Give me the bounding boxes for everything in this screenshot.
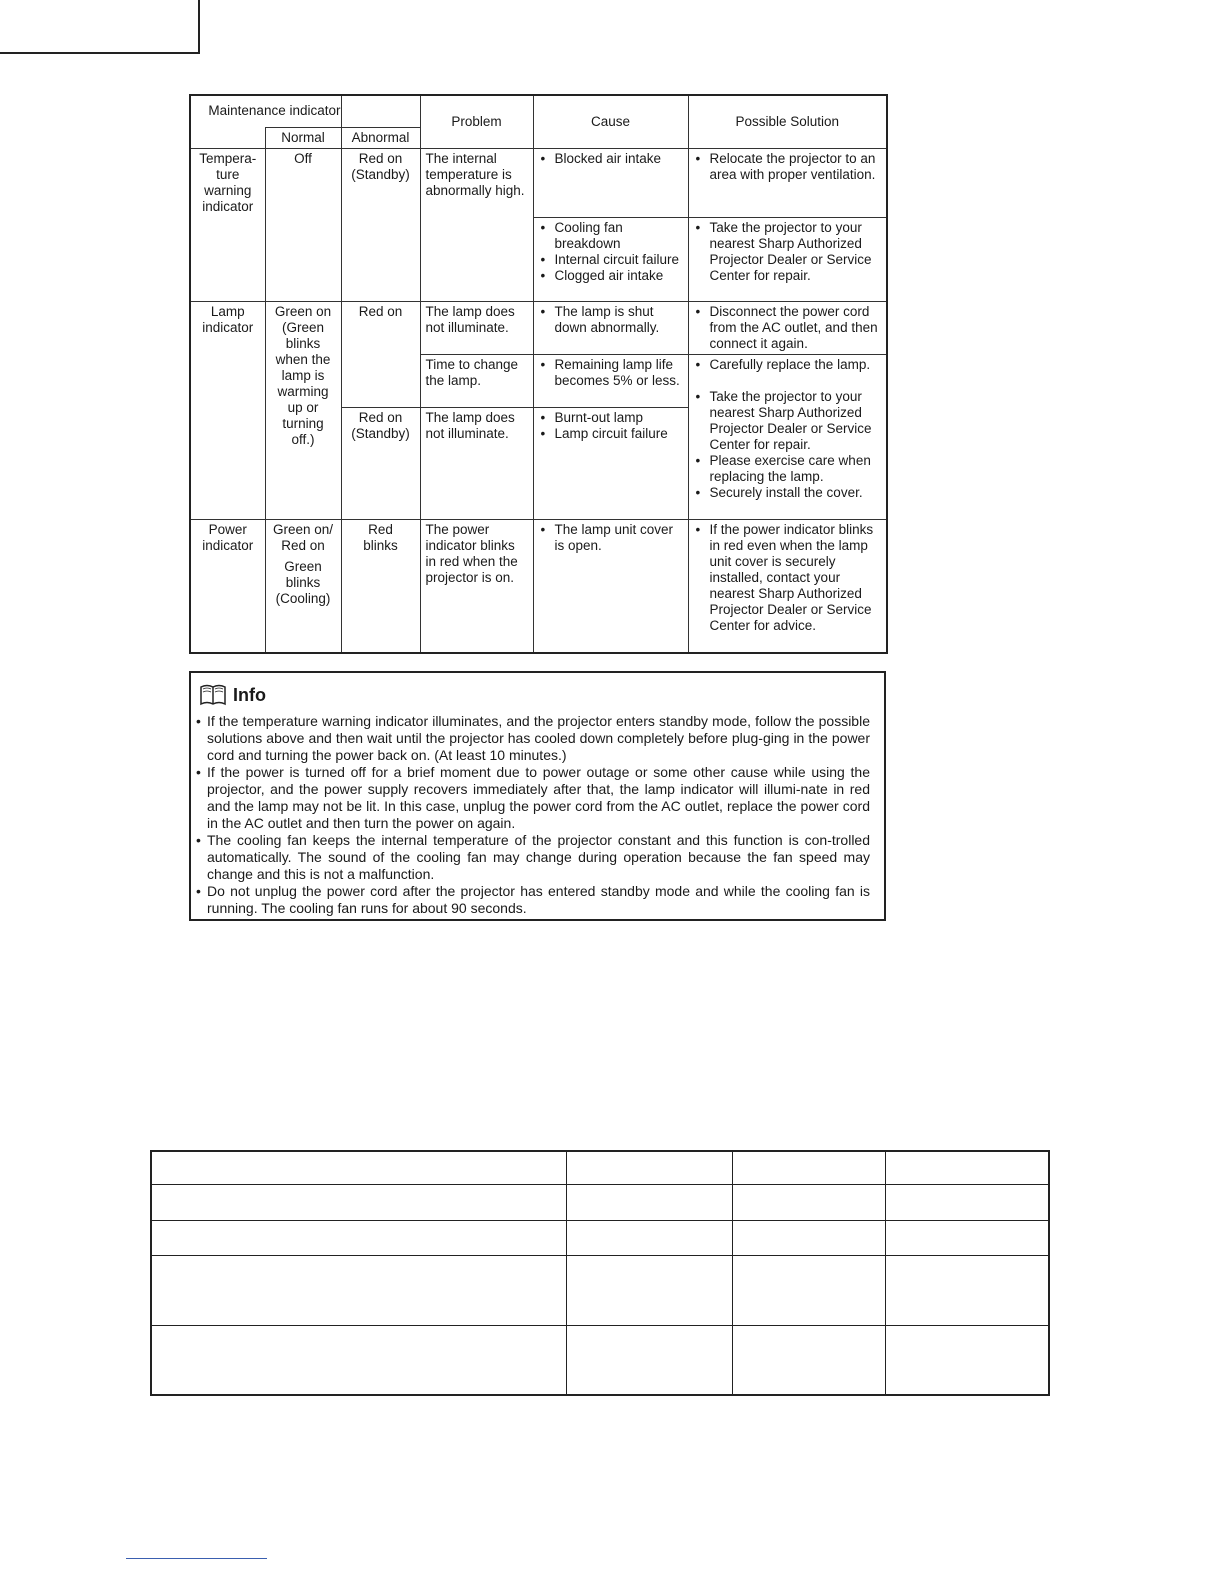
info-header xyxy=(199,681,870,709)
grid-cell xyxy=(151,1255,566,1325)
header-problem: Problem xyxy=(420,95,533,148)
temp-solution-2 xyxy=(688,217,887,301)
list-item: • If the temperature warning indicator illuminates, and the projector enters standby mode, follow the possible solutions above and then wait until the projector has cooled down completely before plug-ging in the power cord and turning the power back on. (At least 10 minutes.) xyxy=(195,713,870,764)
header-cause: Cause xyxy=(533,95,688,148)
list-item: • Blocked air intake xyxy=(539,151,683,167)
grid-cell xyxy=(566,1325,732,1395)
temp-cause-2 xyxy=(533,217,688,301)
power-problem: The power indicator blinks in red when the projector is on. xyxy=(420,520,533,653)
grid-cell xyxy=(732,1325,885,1395)
grid-cell xyxy=(566,1151,732,1184)
list-item: • The cooling fan keeps the internal temperature of the projector constant and this function is con-trolled automatically. The sound of the cooling fan may change during operation because the fan speed may change and this is not a malfunction. xyxy=(195,832,870,883)
list-item: • Do not unplug the power cord after the projector has entered standby mode and while the cooling fan is running. The cooling fan runs for about 90 seconds. xyxy=(195,883,870,917)
lamp-problem-1: The lamp does not illuminate. xyxy=(420,301,533,354)
list-item: • Take the projector to your nearest Sharp Authorized Projector Dealer or Service Center for repair. xyxy=(694,220,882,284)
book-icon xyxy=(199,683,227,707)
list-item: • Cooling fan breakdown xyxy=(539,220,683,252)
list-item: • Internal circuit failure xyxy=(539,252,683,268)
lamp-solution-2 xyxy=(688,354,887,519)
list-item: • Clogged air intake xyxy=(539,268,683,284)
grid-cell xyxy=(151,1220,566,1255)
grid-cell xyxy=(885,1184,1049,1220)
corner-frame xyxy=(0,0,200,54)
info-title: Info xyxy=(233,684,266,705)
lamp-normal: Green on (Green blinks when the lamp is warming up or turning off.) xyxy=(265,301,341,519)
list-item: • Securely install the cover. xyxy=(694,485,882,501)
list-item: • Carefully replace the lamp. xyxy=(694,357,882,373)
grid-cell xyxy=(885,1151,1049,1184)
header-maintenance-indicator: Maintenance indicator xyxy=(190,95,341,127)
grid-cell xyxy=(885,1220,1049,1255)
bullet-list xyxy=(539,304,683,336)
temp-cause-1 xyxy=(533,148,688,217)
list-item: • Please exercise care when replacing the lamp. xyxy=(694,453,882,485)
bullet-list xyxy=(539,220,683,284)
footer-rule xyxy=(126,1558,267,1559)
power-normal xyxy=(265,520,341,653)
grid-cell xyxy=(151,1184,566,1220)
list-item: • If the power is turned off for a brief moment due to power outage or some other cause while using the projector, and the power supply recovers immediately after that, the lamp indicator will illumi-nate in red and the lamp may not be lit. In this case, unplug the power cord from the AC outlet, replace the power cord in the AC outlet and then turn the power on again. xyxy=(195,764,870,832)
info-box xyxy=(189,671,886,921)
temp-indicator-name: Tempera- ture warning indicator xyxy=(190,148,265,301)
lamp-indicator-name: Lamp indicator xyxy=(190,301,265,519)
list-item: • If the power indicator blinks in red even when the lamp unit cover is securely installed, contact your nearest Sharp Authorized Projector Dealer or Service Center for advice. xyxy=(694,522,882,634)
list-item: • Take the projector to your nearest Sharp Authorized Projector Dealer or Service Center for repair. xyxy=(694,389,882,453)
bullet-list xyxy=(694,151,882,183)
list-item: • Burnt-out lamp xyxy=(539,410,683,426)
power-solution xyxy=(688,520,887,653)
grid-cell xyxy=(885,1255,1049,1325)
header-normal: Normal xyxy=(265,127,341,148)
list-item: • The lamp is shut down abnormally. xyxy=(539,304,683,336)
grid-cell xyxy=(885,1325,1049,1395)
grid-cell xyxy=(732,1255,885,1325)
lamp-cause-2 xyxy=(533,354,688,407)
power-cause xyxy=(533,520,688,653)
blank-grid-table xyxy=(150,1150,1050,1396)
list-item: • Remaining lamp life becomes 5% or less. xyxy=(539,357,683,389)
list-item: • Lamp circuit failure xyxy=(539,426,683,442)
bullet-list xyxy=(694,304,882,352)
temp-abnormal: Red on (Standby) xyxy=(341,148,420,301)
grid-cell xyxy=(151,1151,566,1184)
lamp-abnormal-1: Red on xyxy=(341,301,420,407)
temp-normal: Off xyxy=(265,148,341,301)
bullet-list xyxy=(694,357,882,501)
lamp-problem-2: Time to change the lamp. xyxy=(420,354,533,407)
grid-cell xyxy=(566,1220,732,1255)
bullet-list xyxy=(539,522,683,554)
bullet-list xyxy=(539,151,683,167)
bullet-list xyxy=(694,220,882,284)
lamp-cause-3 xyxy=(533,408,688,520)
header-possible-solution: Possible Solution xyxy=(688,95,887,148)
list-item: • The lamp unit cover is open. xyxy=(539,522,683,554)
bullet-list xyxy=(694,522,882,634)
info-list xyxy=(195,713,870,917)
header-abnormal: Abnormal xyxy=(341,127,420,148)
power-normal-2: Green blinks (Cooling) xyxy=(275,559,331,607)
temp-solution-1 xyxy=(688,148,887,217)
temp-problem: The internal temperature is abnormally high. xyxy=(420,148,533,301)
grid-cell xyxy=(566,1184,732,1220)
grid-cell xyxy=(732,1184,885,1220)
lamp-solution-1 xyxy=(688,301,887,354)
bullet-list xyxy=(539,410,683,442)
bullet-list xyxy=(539,357,683,389)
lamp-problem-3: The lamp does not illuminate. xyxy=(420,408,533,520)
maintenance-table xyxy=(189,94,888,654)
grid-cell xyxy=(732,1220,885,1255)
lamp-abnormal-2: Red on (Standby) xyxy=(341,408,420,520)
list-item: • Relocate the projector to an area with proper ventilation. xyxy=(694,151,882,183)
power-abnormal: Red blinks xyxy=(341,520,420,653)
power-indicator-name: Power indicator xyxy=(190,520,265,653)
grid-cell xyxy=(732,1151,885,1184)
lamp-cause-1 xyxy=(533,301,688,354)
grid-cell xyxy=(566,1255,732,1325)
list-item: • Disconnect the power cord from the AC outlet, and then connect it again. xyxy=(694,304,882,352)
grid-cell xyxy=(151,1325,566,1395)
power-normal-1: Green on/ Red on xyxy=(272,522,334,554)
